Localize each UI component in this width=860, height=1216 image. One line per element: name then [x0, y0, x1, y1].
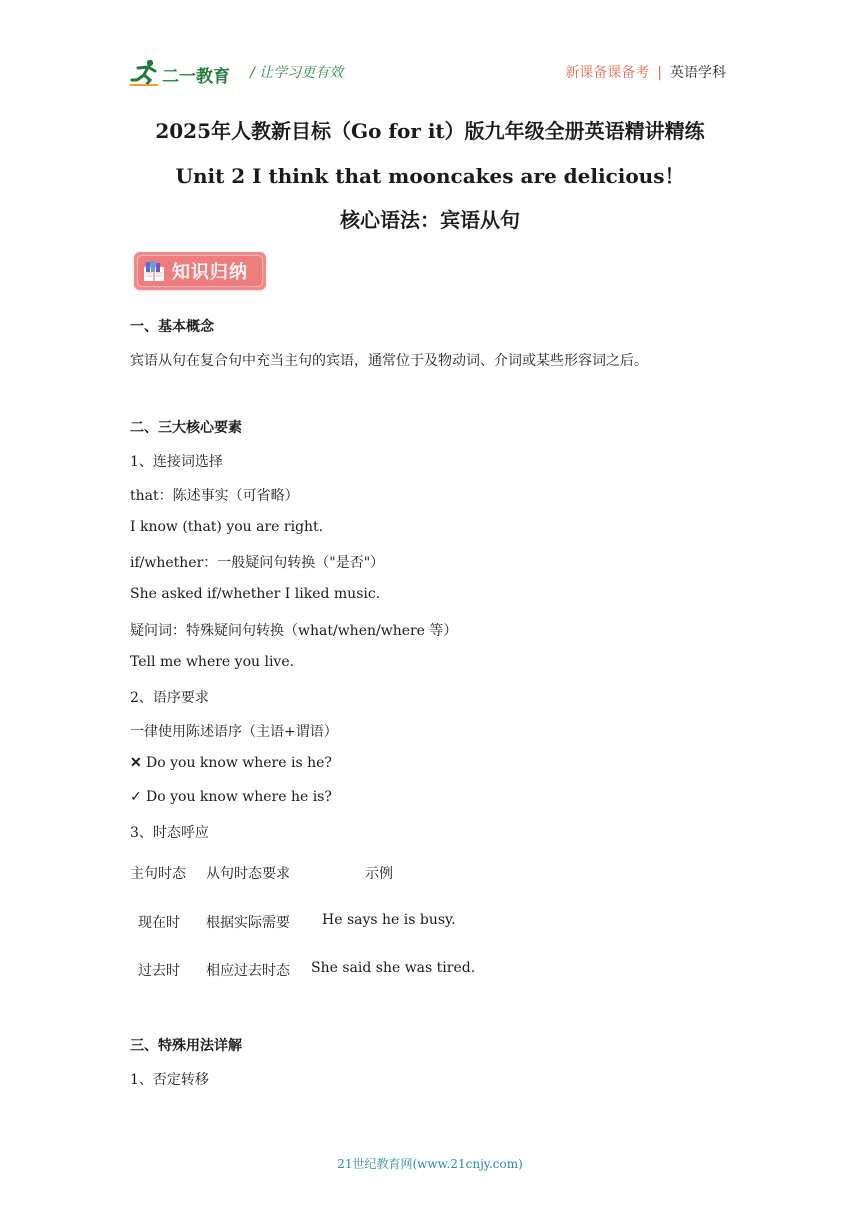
document-title: 2025年人教新目标（Go for it）版九年级全册英语精讲精练 [155, 119, 705, 143]
table-cell: 现在时 [138, 915, 180, 931]
table-header-clause-tense: 从句时态要求 [206, 866, 290, 882]
table-header-main-tense: 主句时态 [130, 866, 186, 882]
right-example-line [130, 789, 332, 805]
section-heading-core-elements: 二、三大核心要素 [130, 420, 242, 436]
slogan: / 让学习更有效 [250, 65, 344, 81]
header-subject-label: 英语学科 [670, 65, 726, 81]
page-footer: 21世纪教育网(www.21cnjy.com) [337, 1157, 523, 1171]
subheading-word-order: 2、语序要求 [130, 690, 209, 706]
unit-title: Unit 2 I think that mooncakes are delicious！ [175, 164, 685, 188]
logo [130, 56, 248, 88]
that-rule: that：陈述事实（可省略） [130, 488, 299, 504]
question-word-rule: 疑问词：特殊疑问句转换（what/when/where 等） [130, 623, 458, 639]
header-primary-label: 新课备课备考 [565, 65, 650, 81]
table-cell: 相应过去时态 [206, 963, 290, 979]
word-order-rule: 一律使用陈述语序（主语+谓语） [130, 724, 338, 740]
table-cell: 根据实际需要 [206, 915, 290, 931]
check-icon: ✓ [130, 789, 142, 805]
subheading-tense: 3、时态呼应 [130, 825, 209, 841]
section-heading-special-usage: 三、特殊用法详解 [130, 1038, 242, 1054]
subheading-conjunction: 1、连接词选择 [130, 454, 223, 470]
header-separator: | [657, 65, 662, 81]
logo-text: 二一教育 [162, 67, 230, 87]
cross-icon: ✕ [130, 755, 142, 771]
that-example: I know (that) you are right. [130, 519, 324, 535]
knowledge-summary-badge [134, 252, 266, 290]
right-example: Do you know where he is? [146, 789, 332, 805]
if-whether-rule: if/whether：一般疑问句转换（"是否"） [130, 555, 385, 571]
table-cell: He says he is busy. [322, 912, 456, 928]
table-header-example: 示例 [365, 866, 393, 882]
basic-concept-text: 宾语从句在复合句中充当主句的宾语，通常位于及物动词、介词或某些形容词之后。 [130, 353, 648, 369]
subheading-negation-transfer: 1、否定转移 [130, 1072, 209, 1088]
wrong-example: Do you know where is he? [146, 755, 332, 771]
grammar-title: 核心语法：宾语从句 [340, 208, 520, 232]
question-word-example: Tell me where you live. [130, 654, 295, 670]
table-cell: She said she was tired. [311, 960, 476, 976]
section-heading-basic-concept: 一、基本概念 [130, 319, 214, 335]
book-icon [142, 259, 166, 283]
wrong-example-line [130, 755, 332, 771]
runner-icon [130, 58, 160, 86]
header-right [565, 62, 726, 82]
table-cell: 过去时 [138, 963, 180, 979]
page-header [130, 56, 726, 92]
badge-label: 知识归纳 [172, 262, 248, 283]
if-whether-example: She asked if/whether I liked music. [130, 586, 381, 602]
